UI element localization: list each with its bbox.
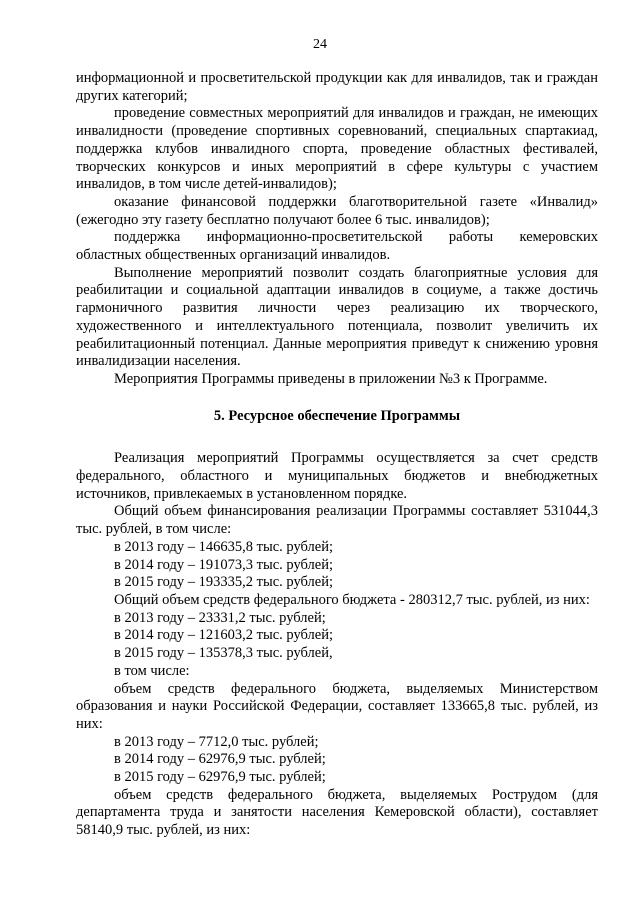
paragraph: Реализация мероприятий Программы осуществляется за счет средств федерального, областного и муниципальных бюджетов и внебюджетных источников, привлекаемых в установленном порядке.: [76, 450, 598, 502]
paragraph: Общий объем средств федерального бюджета - 280312,7 тыс. рублей, из них:: [114, 591, 590, 608]
list-item: в 2014 году – 121603,2 тыс. рублей;: [114, 627, 334, 644]
list-item: в 2014 году – 62976,9 тыс. рублей;: [114, 751, 326, 768]
paragraph: оказание финансовой поддержки благотворительной газете «Инвалид» (ежегодно эту газету бесплатно получают более 6 тыс. инвалидов);: [76, 193, 598, 228]
paragraph: объем средств федерального бюджета, выделяемых Министерством образования и науки Российской Федерации, составляет 133665,8 тыс. рублей, из них:: [76, 680, 598, 732]
list-item: в том числе:: [114, 662, 190, 679]
document-body: [76, 70, 598, 840]
paragraph: объем средств федерального бюджета, выделяемых Рострудом (для департамента труда и занятости населения Кемеровской области), составляет 58140,9 тыс. рублей, из них:: [76, 786, 598, 839]
paragraph: проведение совместных мероприятий для инвалидов и граждан, не имеющих инвалидности (проведение спортивных соревнований, специальных спартакиад, поддержка клубов инвалидного спорта, проведение областных фестивалей, творческих конкурсов и иных мероприятий в сфере культуры с участием инвалидов, в том числе детей-инвалидов);: [76, 105, 598, 193]
list-item: в 2013 году – 146635,8 тыс. рублей;: [114, 538, 334, 555]
section-heading: 5. Ресурсное обеспечение Программы: [213, 407, 461, 424]
list-item: в 2015 году – 135378,3 тыс. рублей,: [114, 645, 333, 662]
page-number: 24: [313, 37, 327, 52]
list-item: в 2013 году – 7712,0 тыс. рублей;: [114, 733, 319, 750]
paragraph: поддержка информационно-просветительской работы кемеровских областных общественных организаций инвалидов.: [76, 229, 598, 264]
paragraph: Общий объем финансирования реализации Программы составляет 531044,3 тыс. рублей, в том числе:: [76, 503, 598, 538]
paragraph: Выполнение мероприятий позволит создать благоприятные условия для реабилитации и социальной адаптации инвалидов в социуме, а также достичь гармоничного развития личности через реализацию их творческого, художественного и интеллектуального потенциала, позволит увеличить их реабилитационный потенциал. Данные мероприятия приведут к снижению уровня инвалидизации населения.: [76, 264, 598, 370]
list-item: в 2015 году – 193335,2 тыс. рублей;: [114, 574, 334, 591]
paragraph: Мероприятия Программы приведены в приложении №3 к Программе.: [114, 370, 548, 387]
paragraph-continuation: информационной и просветительской продукции как для инвалидов, так и граждан других категорий;: [76, 70, 598, 104]
list-item: в 2015 году – 62976,9 тыс. рублей;: [114, 769, 326, 786]
list-item: в 2014 году – 191073,3 тыс. рублей;: [114, 556, 334, 573]
list-item: в 2013 году – 23331,2 тыс. рублей;: [114, 609, 326, 626]
